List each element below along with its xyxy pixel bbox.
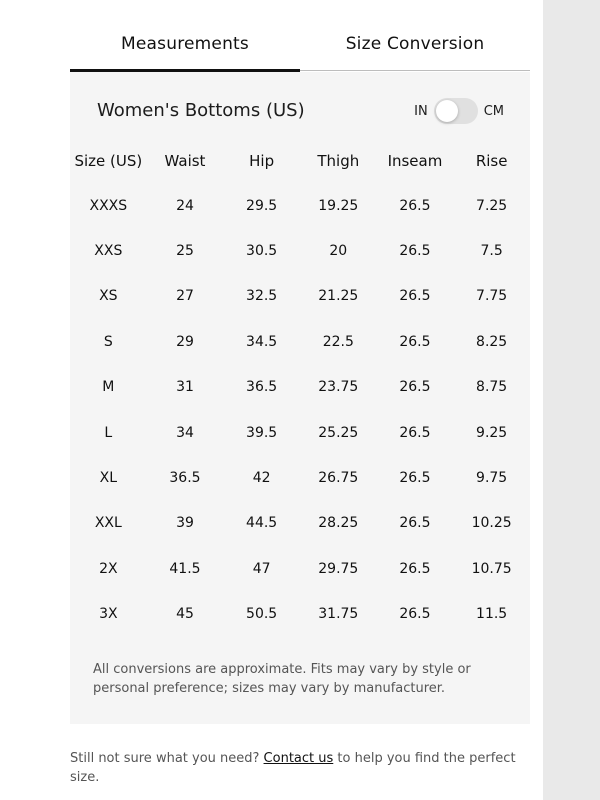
measurement-cell: 26.5 <box>399 243 431 260</box>
measurement-cell: 45 <box>176 606 194 623</box>
measurement-cell: 26.5 <box>399 560 431 577</box>
measurement-cell: 23.75 <box>318 379 359 396</box>
help-note <box>70 749 530 787</box>
measurement-cell: 42 <box>252 470 271 487</box>
disclaimer-text: All conversions are approximate. Fits may vary by style or personal preference; sizes may vary by manufacturer. <box>93 662 471 696</box>
measurement-cell: 44.5 <box>246 515 278 532</box>
measurement-cell: 34.5 <box>246 333 278 350</box>
tab-measurements-label: Measurements <box>121 34 249 54</box>
size-cell: 2X <box>99 560 118 577</box>
table-row <box>70 410 530 455</box>
measurement-cell: 26.5 <box>399 606 431 623</box>
tab-bar <box>70 0 530 71</box>
measurement-cell: 31 <box>176 379 194 396</box>
measurement-cell: 31.75 <box>318 606 359 623</box>
measurement-cell: 32.5 <box>246 288 278 305</box>
measurement-cell: 8.25 <box>476 333 508 350</box>
measurements-panel <box>70 72 530 724</box>
measurement-cell: 36.5 <box>169 470 201 487</box>
measurement-cell: 7.25 <box>476 197 508 214</box>
measurement-cell: 26.5 <box>399 379 431 396</box>
measurement-cell: 29 <box>176 333 194 350</box>
measurement-cell: 26.5 <box>399 333 431 350</box>
measurement-cell: 36.5 <box>246 379 278 396</box>
column-header: Inseam <box>387 151 443 170</box>
measurement-cell: 19.25 <box>318 197 359 214</box>
measurement-cell: 9.75 <box>476 470 508 487</box>
measurement-cell: 28.25 <box>318 515 359 532</box>
table-row <box>70 183 530 228</box>
measurement-cell: 34 <box>176 424 194 441</box>
tab-measurements[interactable] <box>70 34 300 54</box>
measurement-cell: 27 <box>176 288 194 305</box>
size-cell: XXS <box>94 243 123 260</box>
measurement-cell: 24 <box>176 197 194 214</box>
measurement-cell: 11.5 <box>476 606 508 623</box>
unit-switch[interactable] <box>434 98 478 124</box>
measurement-cell: 20 <box>329 243 348 260</box>
measurement-cell: 10.25 <box>471 515 512 532</box>
measurement-cell: 41.5 <box>169 560 201 577</box>
measurement-cell: 9.25 <box>476 424 508 441</box>
table-row <box>70 365 530 410</box>
measurement-cell: 7.75 <box>476 288 508 305</box>
measurement-cell: 25.25 <box>318 424 359 441</box>
measurement-cell: 26.5 <box>399 470 431 487</box>
size-cell: XS <box>99 288 118 305</box>
measurement-cell: 26.5 <box>399 288 431 305</box>
table-row <box>70 319 530 364</box>
column-header: Hip <box>249 151 275 170</box>
measurement-cell: 25 <box>176 243 194 260</box>
unit-switch-knob <box>436 100 458 122</box>
measurement-cell: 10.75 <box>471 560 512 577</box>
column-header: Rise <box>475 151 508 170</box>
table-row <box>70 228 530 273</box>
contact-us-link[interactable]: Contact us <box>263 751 334 766</box>
panel-title: Women's Bottoms (US) <box>97 100 305 121</box>
measurement-cell: 26.5 <box>399 424 431 441</box>
table-row <box>70 274 530 319</box>
help-note-text-before: Still not sure what you need? <box>70 751 264 766</box>
measurement-cell: 21.25 <box>318 288 359 305</box>
unit-label-cm: CM <box>483 103 504 119</box>
measurement-cell: 39 <box>176 515 194 532</box>
measurement-cell: 26.75 <box>318 470 359 487</box>
measurement-cell: 8.75 <box>476 379 508 396</box>
measurement-cell: 39.5 <box>246 424 278 441</box>
measurement-cell: 22.5 <box>322 333 354 350</box>
table-row <box>70 455 530 500</box>
measurement-cell: 29.5 <box>246 197 278 214</box>
measurement-cell: 26.5 <box>399 197 431 214</box>
measurement-cell: 30.5 <box>246 243 278 260</box>
column-header: Waist <box>164 151 206 170</box>
size-cell: M <box>102 379 115 396</box>
measurement-cell: 47 <box>252 560 271 577</box>
unit-label-in: IN <box>414 103 428 119</box>
help-note-text-after: to help you find the perfect size. <box>70 751 516 785</box>
size-cell: 3X <box>99 606 118 623</box>
tab-size-conversion[interactable] <box>300 34 530 54</box>
size-cell: S <box>103 333 113 350</box>
size-cell: XXL <box>94 515 122 532</box>
size-chart-table <box>70 138 530 637</box>
measurement-cell: 50.5 <box>246 606 278 623</box>
column-header: Size (US) <box>74 151 143 170</box>
size-cell: XXXS <box>89 197 128 214</box>
size-cell: XL <box>99 470 118 487</box>
table-row <box>70 546 530 591</box>
column-header: Thigh <box>317 151 360 170</box>
table-header-row <box>70 138 530 183</box>
table-row <box>70 501 530 546</box>
measurement-cell: 7.5 <box>480 243 503 260</box>
tab-size-conversion-label: Size Conversion <box>345 34 485 54</box>
table-row <box>70 592 530 637</box>
size-cell: L <box>104 424 113 441</box>
measurement-cell: 26.5 <box>399 515 431 532</box>
unit-toggle <box>414 97 504 125</box>
measurement-cell: 29.75 <box>318 560 359 577</box>
